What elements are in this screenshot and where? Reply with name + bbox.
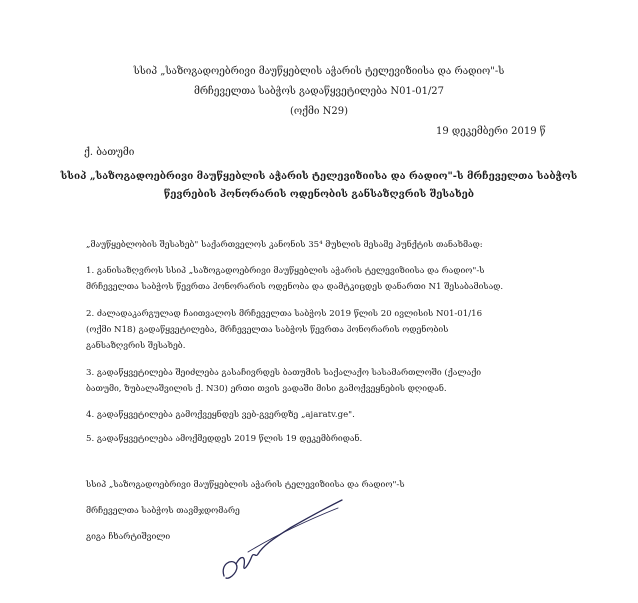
- item-3-line-2: ბათუმი, ზუბალაშვილის ქ. N30) ერთი თვის ვადაში მისი გამოქვეყნების დღიდან.: [86, 384, 447, 394]
- item-3-line-1: 3. გადაწყვეტილება შეიძლება გასაჩივრდეს ბათუმის საქალაქო სასამართლოში (ქალაქი: [86, 368, 482, 378]
- item-2-line-1: 2. ძალადაკარგულად ჩაითვალოს მრჩეველთა საბჭოს 2019 წლის 20 ივლისის N01-01/16: [86, 309, 483, 319]
- protocol-number: (ოქმი N29): [289, 106, 348, 117]
- item-1-line-1: 1. განისაზღვროს სსიპ „საზოგადოებრივი მაუწყებლის აჭარის ტელევიზიისა და რადიო"-ს: [86, 266, 485, 276]
- header-line-1: სსიპ „საზოგადოებრივი მაუწყებლის აჭარის ტელევიზიისა და რადიო"-ს: [133, 66, 505, 77]
- handwritten-signature: [218, 494, 358, 586]
- item-4: 4. გადაწყვეტილება გამოქვეყნდეს ვებ-გვერდზე „ajaratv.ge".: [86, 410, 355, 420]
- document-date: 19 დეკემბერი 2019 წ: [436, 126, 546, 137]
- signature-org: სსიპ „საზოგადოებრივი მაუწყებლის აჭარის ტელევიზიისა და რადიო"-ს: [86, 480, 405, 490]
- subject-line-1: სსიპ „საზოგადოებრივი მაუწყებლის აჭარის ტელევიზიისა და რადიო"-ს მრჩეველთა საბჭოს: [60, 171, 578, 182]
- item-2-line-2: (ოქმი N18) გადაწყვეტილება, მრჩეველთა საბჭოს წევრთა ჰონორარის ოდენობის: [86, 325, 449, 335]
- signatory-name: გიგა ჩხარტიშვილი: [86, 532, 171, 542]
- subject-line-2: წევრების ჰონორარის ოდენობის განსაზღვრის შესახებ: [163, 189, 475, 200]
- decision-title: მრჩეველთა საბჭოს გადაწყვეტილება N01-01/27: [193, 86, 445, 97]
- document-city: ქ. ბათუმი: [84, 147, 135, 158]
- item-1-line-2: მრჩეველთა საბჭოს წევრთა ჰონორარის ოდენობა და დამტკიცდეს დანართი N1 შესაბამისად.: [86, 282, 504, 292]
- preamble: „მაუწყებლობის შესახებ" საქართველოს კანონის 35⁴ მუხლის მესამე პუნქტის თანახმად:: [86, 240, 483, 250]
- signature-position: მრჩეველთა საბჭოს თავმჯდომარე: [86, 506, 240, 516]
- item-5: 5. გადაწყვეტილება ამოქმედდეს 2019 წლის 19 დეკემბრიდან.: [86, 434, 363, 444]
- item-2-line-3: განსაზღვრის შესახებ.: [86, 341, 186, 351]
